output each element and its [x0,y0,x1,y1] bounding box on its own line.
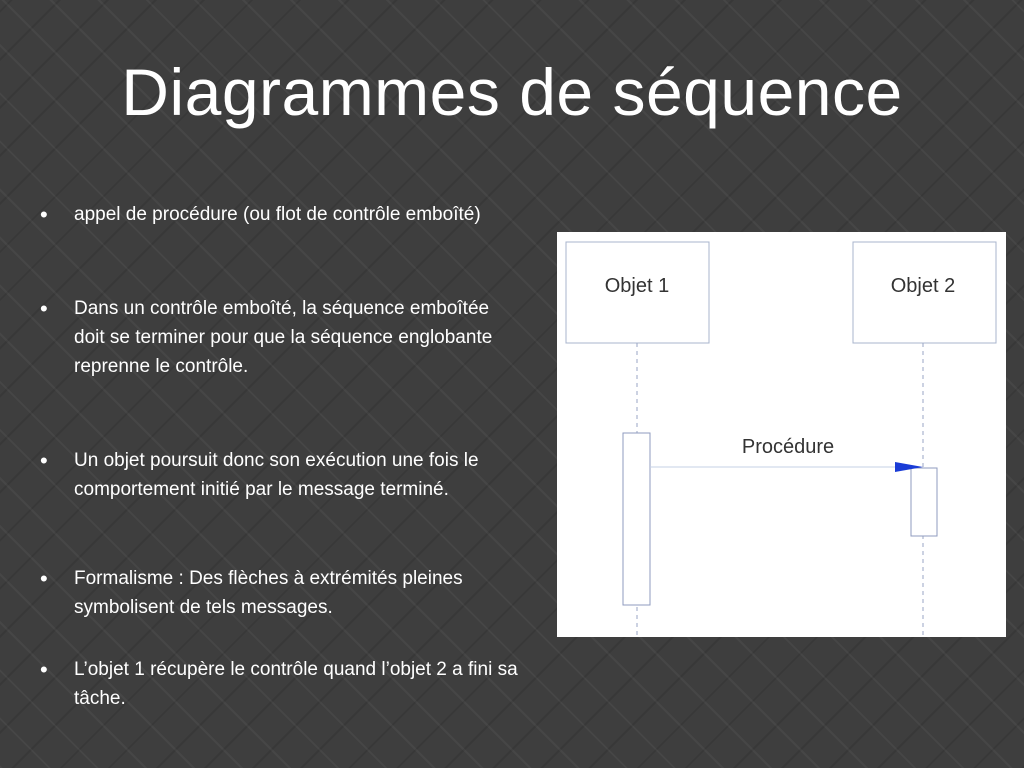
activation-bar-objet-1 [623,433,650,605]
object-label-objet-1: Objet 1 [604,275,670,297]
bullet-dot-icon: • [40,566,48,591]
bullet-item [38,564,518,622]
bullet-dot-icon: • [40,657,48,682]
slide-title: Diagrammes de séquence [121,55,903,129]
bullet-item [38,446,518,504]
bullet-item [38,200,518,229]
bullet-dot-icon: • [40,202,48,227]
bullet-text: Dans un contrôle emboîté, la séquence emboîtée doit se terminer pour que la séquence englobante reprenne le contrôle. [74,298,493,377]
sequence-diagram [557,232,1006,637]
sequence-diagram-canvas [557,232,1006,637]
activation-bar-objet-2 [911,468,937,536]
bullet-dot-icon: • [40,296,48,321]
message-label: Procédure [741,436,835,458]
object-label-objet-2: Objet 2 [890,275,956,297]
bullet-text: appel de procédure (ou flot de contrôle emboîté) [74,204,481,225]
bullet-text: Formalisme : Des flèches à extrémités pleines symbolisent de tels messages. [74,568,463,618]
bullet-dot-icon: • [40,448,48,473]
bullet-item [38,294,518,381]
bullet-item [38,655,518,713]
bullet-text: L’objet 1 récupère le contrôle quand l’objet 2 a fini sa tâche. [74,659,518,709]
bullet-text: Un objet poursuit donc son exécution une fois le comportement initié par le message terminé. [74,450,479,500]
